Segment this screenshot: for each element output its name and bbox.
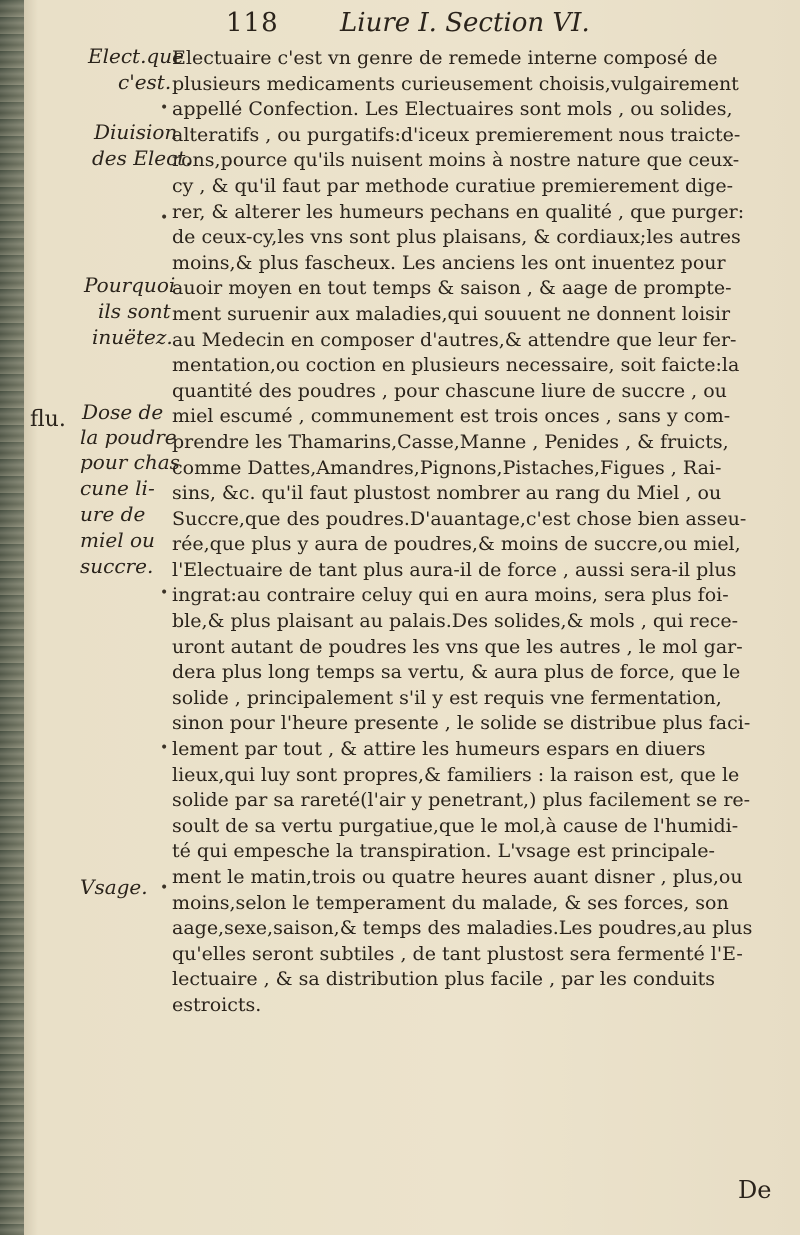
text-line: rée,que plus y aura de poudres,& moins de succre,ou miel, (172, 533, 741, 556)
text-line: sinon pour l'heure presente , le solide se distribue plus faci- (172, 712, 751, 735)
text-line: quantité des poudres , pour chascune liure de succre , ou (172, 379, 727, 402)
catchword: De (738, 1176, 772, 1204)
text-line: moins,& plus fascheux. Les anciens les ont inuentez pour (172, 251, 726, 274)
printer-mark: • (160, 585, 169, 601)
margin-note: succre. (80, 554, 154, 578)
text-line: l'Electuaire de tant plus aura-il de force , aussi sera-il plus (172, 558, 737, 581)
text-line: au Medecin en composer d'autres,& attendre que leur fer- (172, 328, 737, 351)
text-line: auoir moyen en tout temps & saison , & aage de prompte- (172, 277, 732, 300)
text-line: solide par sa rareté(l'air y penetrant,) plus facilement se re- (172, 789, 751, 812)
text-line: sins, &c. qu'il faut plustost nombrer au rang du Miel , ou (172, 482, 722, 505)
text-line: lieux,qui luy sont propres,& familiers : la raison est, que le (172, 763, 740, 786)
text-line: cy , & qu'il faut par methode curatiue premierement dige- (172, 174, 734, 197)
text-line: lement par tout , & attire les humeurs espars en diuers (172, 738, 706, 761)
text-line: rer, & alterer les humeurs pechans en qualité , que purger: (172, 200, 745, 223)
text-line: aage,sexe,saison,& temps des maladies.Les poudres,au plus (172, 917, 753, 940)
text-line: miel escumé , communement est trois onces , sans y com- (172, 405, 731, 428)
margin-note: des Elect. (92, 146, 192, 170)
text-line: estroicts. (172, 993, 262, 1016)
margin-note: ure de (80, 502, 146, 526)
running-head: Liure I. Section VI. (340, 8, 590, 38)
margin-note: Dose de (82, 400, 164, 424)
text-line: ble,& plus plaisant au palais.Des solides,& mols , qui rece- (172, 610, 739, 633)
margin-note: pour chas (80, 450, 180, 474)
text-line: mentation,ou coction en plusieurs necessaire, soit faicte:la (172, 354, 740, 377)
margin-note: inuëtez. (92, 325, 173, 349)
text-line: ment le matin,trois ou quatre heures auant disner , plus,ou (172, 866, 743, 888)
printer-mark: • (160, 100, 169, 116)
page-header (0, 4, 800, 44)
text-line: moins,selon le temperament du malade, & ses forces, son (172, 891, 729, 914)
text-line: rons,pource qu'ils nuisent moins à nostre nature que ceux- (172, 149, 740, 172)
margin-note: la poudre (80, 425, 177, 449)
margin-note: miel ou (80, 528, 155, 552)
text-line: lectuaire , & sa distribution plus facile , par les conduits (172, 968, 716, 991)
margin-note: cune li- (80, 476, 155, 500)
text-line: soult de sa vertu purgatiue,que le mol,à cause de l'humidi- (172, 814, 739, 837)
text-line: té qui empesche la transpiration. L'vsage est principale- (172, 840, 715, 863)
text-line: plusieurs medicaments curieusement choisis,vulgairement (172, 72, 739, 95)
margin-note: c'est. (118, 70, 172, 94)
text-line: Succre,que des poudres.D'auantage,c'est chose bien asseu- (172, 507, 747, 530)
body-text (172, 46, 792, 1019)
margin-note: ils sont (98, 299, 171, 323)
text-line: qu'elles seront subtiles , de tant plustost sera fermenté l'E- (172, 942, 743, 965)
margin-note: Pourquoi (84, 273, 176, 297)
printer-mark: • (160, 880, 169, 896)
printer-mark: • (160, 210, 169, 226)
text-line: de ceux-cy,les vns sont plus plaisans, & cordiaux;les autres (172, 226, 741, 249)
margin-note: flu. (30, 407, 66, 432)
text-line: prendre les Thamarins,Casse,Manne , Penides , & fruicts, (172, 430, 729, 453)
text-line: dera plus long temps sa vertu, & aura plus de force, que le (172, 661, 741, 684)
text-line: Electuaire c'est vn genre de remede interne composé de (172, 47, 718, 69)
binding-gutter (0, 0, 24, 1235)
text-line: solide , principalement s'il y est requis vne fermentation, (172, 686, 722, 709)
text-line: ment suruenir aux maladies,qui souuent ne donnent loisir (172, 302, 731, 325)
text-line: appellé Confection. Les Electuaires sont mols , ou solides, (172, 98, 733, 121)
margin-note: Diuision (94, 120, 178, 144)
text-line: uront autant de poudres les vns que les autres , le mol gar- (172, 635, 743, 658)
text-line: comme Dattes,Amandres,Pignons,Pistaches,Figues , Rai- (172, 456, 722, 479)
printer-mark: • (160, 740, 169, 756)
page-number: 118 (226, 8, 279, 38)
margin-note: Elect.que (88, 44, 184, 68)
margin-note: Vsage. (80, 875, 148, 899)
text-line: ingrat:au contraire celuy qui en aura moins, sera plus foi- (172, 584, 729, 607)
text-line: alteratifs , ou purgatifs:d'iceux premierement nous traicte- (172, 123, 741, 146)
